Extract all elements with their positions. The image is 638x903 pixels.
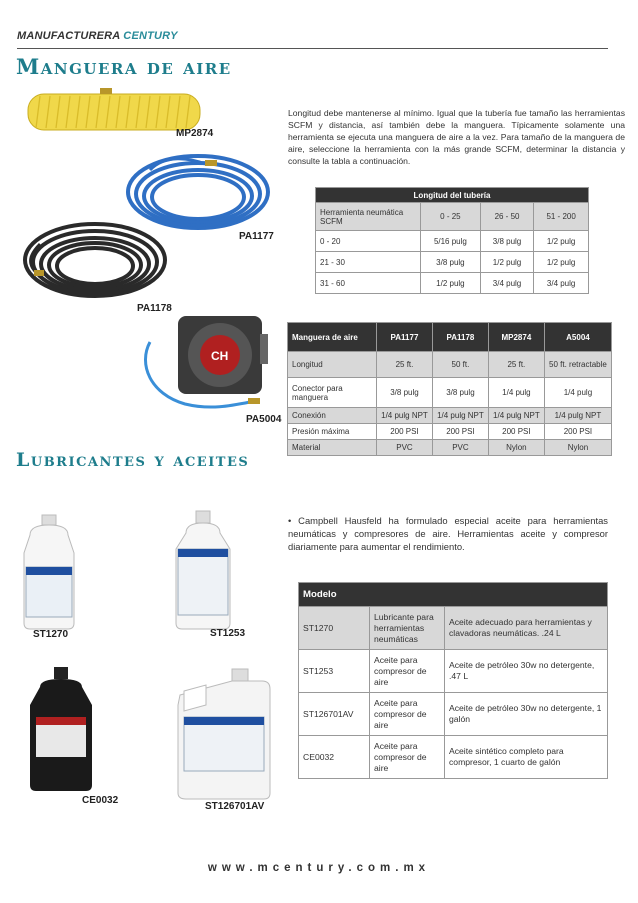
tube-length-table [315,187,589,294]
table-cell: 3/4 pulg [480,273,533,294]
label-pa1178: PA1178 [137,303,172,314]
st126701av-jug-image [178,669,270,799]
brand-header [17,30,178,42]
section-title-lubricants: Lubricantes y aceites [16,449,250,471]
model-table-header-row [299,583,608,607]
table-cell: Aceite de petróleo 30w no detergente, .47 L [445,650,608,693]
table-cell: Material [288,440,377,456]
label-pa5004: PA5004 [246,414,282,425]
svg-text:CH: CH [211,349,229,363]
table-cell: Aceite para compresor de aire [370,736,445,779]
oil-images [0,505,290,815]
label-st1270: ST1270 [33,629,69,640]
table-cell: ST1270 [299,607,370,650]
table-cell: 25 ft. [488,352,544,378]
header-divider [17,48,608,49]
table-cell: 1/4 pulg NPT [432,408,488,424]
brand-suffix: CENTURY [123,30,178,42]
table-cell: 200 PSI [432,424,488,440]
tube-table-col: 26 - 50 [480,203,533,231]
blue-hose-image [128,156,268,228]
table-cell: 3/4 pulg [534,273,589,294]
table-cell: 1/2 pulg [421,273,481,294]
table-cell: 200 PSI [377,424,433,440]
table-cell: 1/4 pulg [488,378,544,408]
table-row [316,273,589,294]
yellow-hose-image [28,88,200,130]
table-cell: 3/8 pulg [432,378,488,408]
table-cell: Aceite para compresor de aire [370,650,445,693]
table-cell: ST126701AV [299,693,370,736]
label-ce0032: CE0032 [82,795,119,806]
table-cell: 1/4 pulg [544,378,611,408]
table-cell: Conexión [288,408,377,424]
lub-intro-text: • Campbell Hausfeld ha formulado especial aceite para herramientas neumáticas y compresores de aire. Herramientas aceite y compresor diariamente para aumentar el rendimiento. [288,515,608,552]
table-cell: 3/8 pulg [421,252,481,273]
tube-table-tool-header: Herramienta neumática SCFM [316,203,421,231]
table-row [299,607,608,650]
table-cell: 1/4 pulg NPT [544,408,611,424]
label-mp2874: MP2874 [176,128,214,139]
table-cell: Longitud [288,352,377,378]
table-cell: Presión máxima [288,424,377,440]
spec-table-model: PA1177 [377,323,433,352]
table-row [299,736,608,779]
table-cell: Conector para manguera [288,378,377,408]
table-cell: CE0032 [299,736,370,779]
st1253-bottle-image [176,511,230,629]
table-cell: 31 - 60 [316,273,421,294]
hose-reel-image [145,316,268,407]
table-row [288,440,612,456]
st1270-bottle-image [24,515,74,629]
table-cell: 200 PSI [488,424,544,440]
label-st126701av: ST126701AV [205,801,265,812]
table-cell: 1/4 pulg NPT [377,408,433,424]
table-cell: 1/2 pulg [534,231,589,252]
table-cell: Aceite para compresor de aire [370,693,445,736]
hose-images [0,84,290,434]
table-cell: Nylon [544,440,611,456]
ce0032-bottle-image [30,667,92,791]
hose-spec-table [287,322,612,456]
table-cell: Aceite adecuado para herramientas y clavadoras neumáticas. .24 L [445,607,608,650]
table-row [299,693,608,736]
table-row [288,352,612,378]
table-cell: 3/8 pulg [377,378,433,408]
tube-table-col: 51 - 200 [534,203,589,231]
table-cell: Nylon [488,440,544,456]
spec-table-header-row [288,323,612,352]
table-row [316,231,589,252]
section-title-hoses: Manguera de aire [16,54,232,79]
table-cell: 50 ft. retractable [544,352,611,378]
table-cell: 21 - 30 [316,252,421,273]
table-cell: 1/4 pulg NPT [488,408,544,424]
spec-table-model: PA1178 [432,323,488,352]
tube-table-header-row [316,203,589,231]
table-cell: 3/8 pulg [480,231,533,252]
table-row [288,378,612,408]
table-cell: 50 ft. [432,352,488,378]
table-cell: Aceite sintético completo para compresor, 1 cuarto de galón [445,736,608,779]
table-cell: 1/2 pulg [480,252,533,273]
table-cell: Lubricante para herramientas neumáticas [370,607,445,650]
label-pa1177: PA1177 [239,231,274,242]
spec-table-model: A5004 [544,323,611,352]
model-table-header: Modelo [299,583,608,607]
tube-table-title: Longitud del tubería [316,188,589,203]
spec-table-header: Manguera de aire [288,323,377,352]
label-st1253: ST1253 [210,628,246,639]
tube-table-col: 0 - 25 [421,203,481,231]
table-row [299,650,608,693]
table-cell: 5/16 pulg [421,231,481,252]
table-row [288,408,612,424]
spec-table-model: MP2874 [488,323,544,352]
table-cell: PVC [377,440,433,456]
table-row [288,424,612,440]
footer-website: www.mcentury.com.mx [207,862,431,874]
black-hose-image [25,224,165,296]
table-cell: ST1253 [299,650,370,693]
hose-intro-text: Longitud debe mantenerse al mínimo. Igual que la tubería fue tamaño las herramientas SCFM y distancia, así también debe la manguera. Típicamente solamente una herramienta se ejecuta una manguera de aire a la vez. Para tamaño de la manguera de aire, seleccione la herramienta con la más grande SCFM, determinar la distancia y consulte la tabla a continuación. [288,108,625,166]
oil-model-table [298,582,608,779]
table-cell: 0 - 20 [316,231,421,252]
table-cell: Aceite de petróleo 30w no detergente, 1 galón [445,693,608,736]
table-cell: PVC [432,440,488,456]
table-row [316,252,589,273]
table-cell: 25 ft. [377,352,433,378]
brand-name: MANUFACTURERA [17,30,121,42]
table-cell: 200 PSI [544,424,611,440]
table-cell: 1/2 pulg [534,252,589,273]
